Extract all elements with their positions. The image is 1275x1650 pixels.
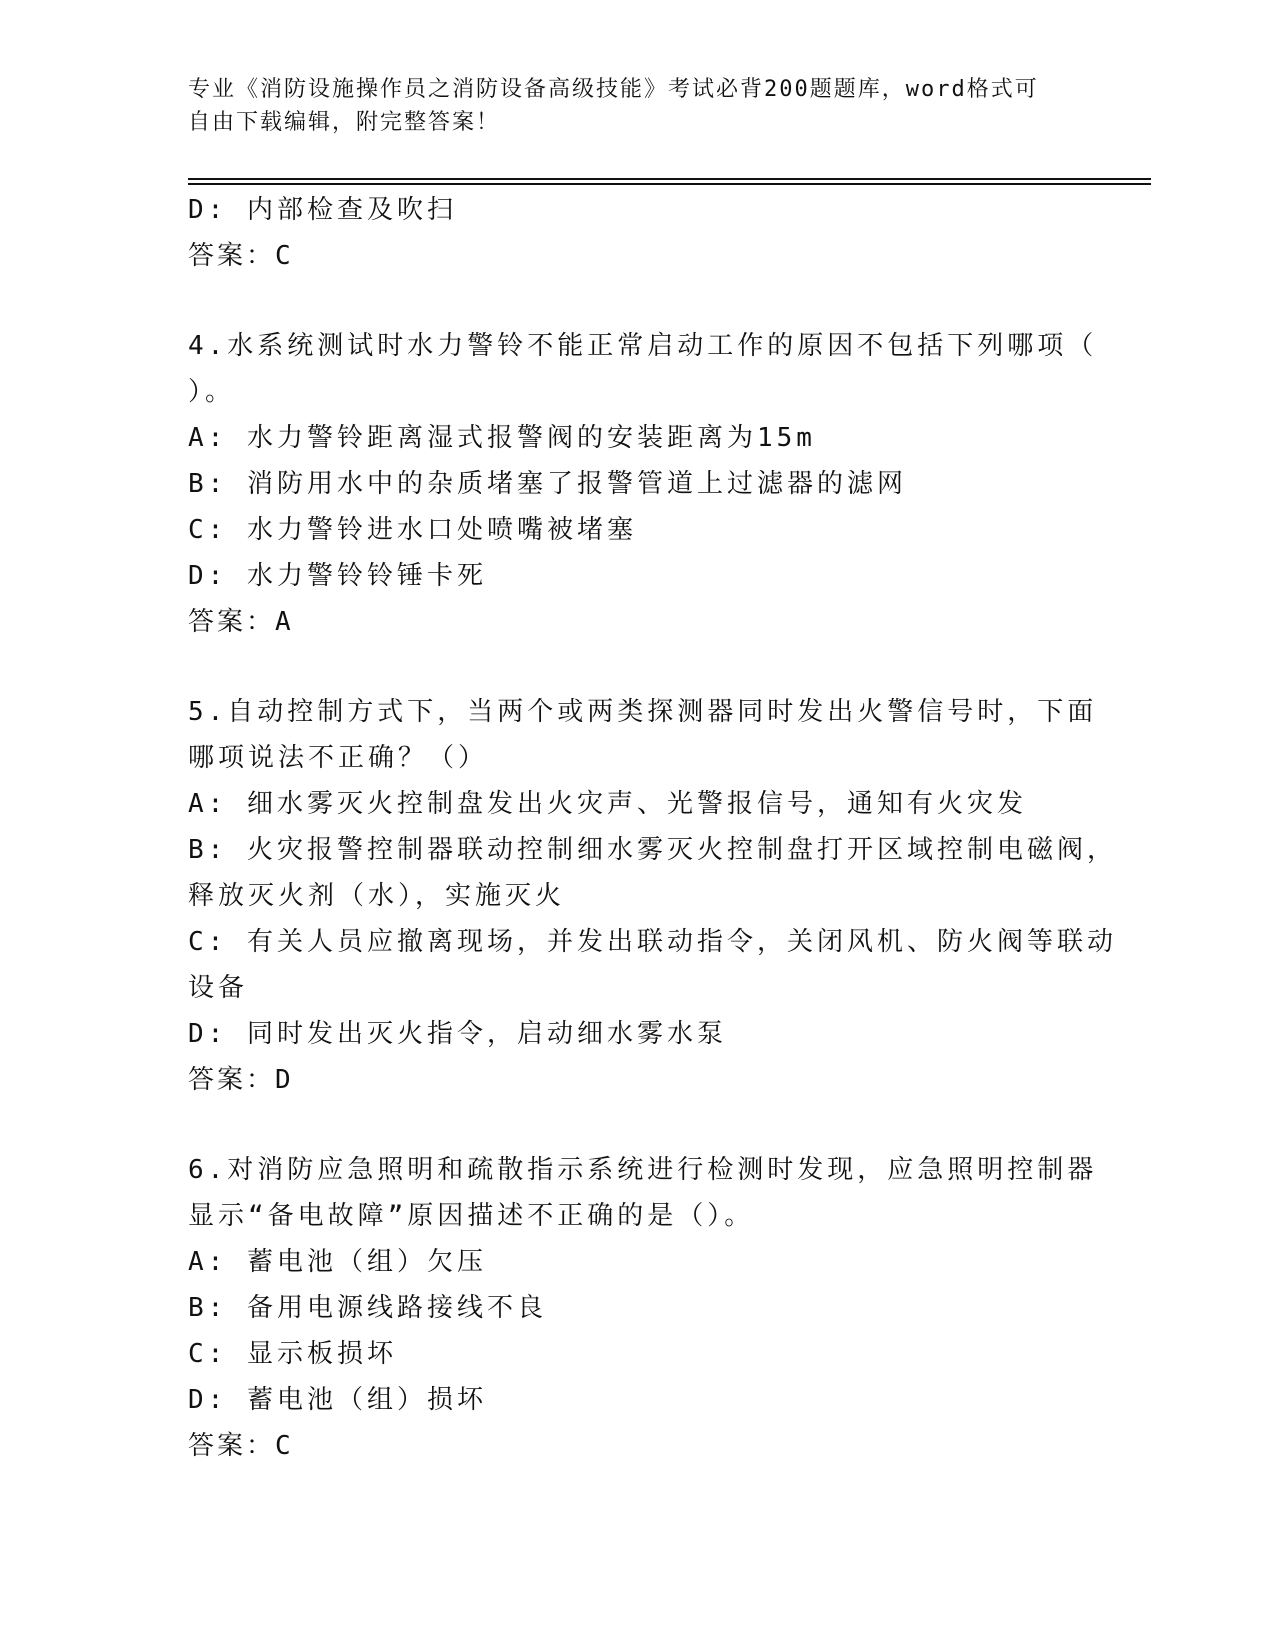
question-5-stem-1: 5.自动控制方式下，当两个或两类探测器同时发出火警信号时，下面 [188, 697, 1098, 727]
spacer [188, 1103, 1078, 1147]
question-content [188, 187, 1117, 1469]
question-6-option-d: D: 蓄电池（组）损坏 [188, 1385, 487, 1415]
question-5-option-c-cont: 设备 [188, 973, 249, 1003]
question-4-stem-2: ）。 [188, 377, 236, 407]
prev-answer [188, 233, 1078, 279]
answer-value: D [275, 1065, 294, 1095]
question-4-option-c: C: 水力警铃进水口处喷嘴被堵塞 [188, 515, 637, 545]
answer-label: 答案： [188, 607, 276, 637]
question-5-option-d: D: 同时发出灭火指令，启动细水雾水泵 [188, 1019, 727, 1049]
question-6-stem-2: 显示“备电故障”原因描述不正确的是（）。 [188, 1201, 755, 1231]
question-5 [188, 689, 1117, 1103]
question-4-answer [188, 599, 1078, 645]
answer-label: 答案： [188, 1065, 276, 1095]
question-6-option-a: A: 蓄电池（组）欠压 [188, 1247, 487, 1277]
question-4-option-d: D: 水力警铃铃锤卡死 [188, 561, 487, 591]
question-5-stem-2: 哪项说法不正确？（） [188, 743, 489, 773]
question-4-option-a: A: 水力警铃距离湿式报警阀的安装距离为15m [188, 423, 816, 453]
header-line-2: 自由下载编辑，附完整答案！ [188, 110, 501, 135]
header-rule-top [188, 178, 1151, 180]
question-6-stem-1: 6.对消防应急照明和疏散指示系统进行检测时发现，应急照明控制器 [188, 1155, 1098, 1185]
header-line-1: 专业《消防设施操作员之消防设备高级技能》考试必背200题题库，word格式可 [188, 77, 1039, 102]
answer-value: A [275, 607, 294, 637]
header-rule-bottom [188, 183, 1151, 185]
answer-value: C [275, 241, 294, 271]
question-6 [188, 1147, 1098, 1469]
answer-value: C [275, 1431, 294, 1461]
question-5-option-b: B: 火灾报警控制器联动控制细水雾灭火控制盘打开区域控制电磁阀， [188, 835, 1117, 865]
spacer [188, 645, 1078, 689]
page-header [188, 73, 1078, 139]
question-6-option-b: B: 备用电源线路接线不良 [188, 1293, 547, 1323]
question-4-option-b: B: 消防用水中的杂质堵塞了报警管道上过滤器的滤网 [188, 469, 907, 499]
question-4-stem-1: 4.水系统测试时水力警铃不能正常启动工作的原因不包括下列哪项（ [188, 331, 1098, 361]
question-4 [188, 323, 1098, 645]
answer-label: 答案： [188, 1431, 276, 1461]
question-5-answer [188, 1057, 1078, 1103]
question-5-option-a: A: 细水雾灭火控制盘发出火灾声、光警报信号，通知有火灾发 [188, 789, 1027, 819]
question-5-option-b-cont: 释放灭火剂（水），实施灭火 [188, 881, 566, 911]
answer-label: 答案： [188, 241, 276, 271]
spacer [188, 279, 1078, 323]
prev-option-d: D: 内部检查及吹扫 [188, 195, 457, 225]
question-6-answer [188, 1423, 1078, 1469]
question-6-option-c: C: 显示板损坏 [188, 1339, 397, 1369]
question-5-option-c: C: 有关人员应撤离现场，并发出联动指令，关闭风机、防火阀等联动 [188, 927, 1117, 957]
